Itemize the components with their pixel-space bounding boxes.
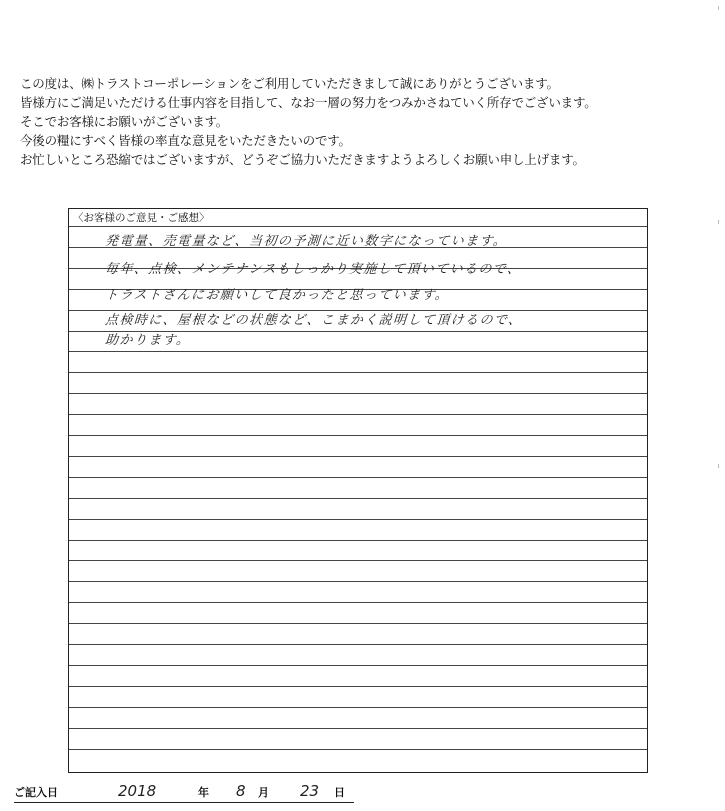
ruled-line [69,644,647,645]
ruled-line [69,665,647,666]
ruled-line [69,540,647,541]
feedback-box [68,208,648,773]
ruled-line [69,414,647,415]
ruled-line [69,581,647,582]
entry-date [14,780,714,806]
scan-mark [718,6,719,10]
day-unit: 日 [334,786,345,799]
intro-line: お忙しいところ恐縮ではございますが、どうぞご協力いただきますようよろしくお願い申し上げます。 [20,152,585,167]
feedback-title: 〈お客様のご意見・ご感想〉 [73,212,210,224]
handwritten-line: 毎年、点検、メンテナンスもしっかり実施して頂いているので、 [104,262,522,277]
ruled-line [69,477,647,478]
ruled-line [69,707,647,708]
entry-date-label: ご記入日 [14,786,58,799]
ruled-line [69,623,647,624]
ruled-line [69,560,647,561]
date-underline [14,802,354,803]
month-unit: 月 [258,786,269,799]
ruled-line [69,749,647,750]
ruled-line [69,686,647,687]
handwritten-line: 発電量、売電量など、当初の予測に近い数字になっています。 [104,234,508,249]
year-unit: 年 [198,786,209,799]
intro-line: この度は、㈱トラストコーポレーションをご利用していただきまして誠にありがとうございます。 [20,76,559,91]
ruled-line [69,372,647,373]
entry-year: 2018 [118,782,157,800]
ruled-line [69,602,647,603]
intro-line: 皆様方にご満足いただける仕事内容を目指して、なお一層の努力をつみかさねていく所存でございます。 [20,95,597,110]
intro-line: 今後の糧にすべく皆様の率直な意見をいただきたいのです。 [20,133,351,148]
handwritten-line: 点検時に、屋根などの状態など、こまかく説明して頂けるので、 [104,313,523,328]
ruled-line [69,728,647,729]
scan-mark [718,464,719,468]
ruled-line [69,226,647,227]
scan-mark [718,220,719,224]
handwritten-line: 助かります。 [104,333,191,348]
ruled-line [69,393,647,394]
ruled-line [69,519,647,520]
ruled-line [69,351,647,352]
intro-line: そこでお客様にお願いがございます。 [20,114,229,129]
ruled-line [69,498,647,499]
entry-month: 8 [236,782,246,800]
intro-text [20,74,710,169]
ruled-line [69,310,647,311]
entry-day: 23 [300,782,320,800]
ruled-line [69,456,647,457]
ruled-line [69,435,647,436]
handwritten-line: トラストさんにお願いして良かったと思っています。 [104,288,450,303]
